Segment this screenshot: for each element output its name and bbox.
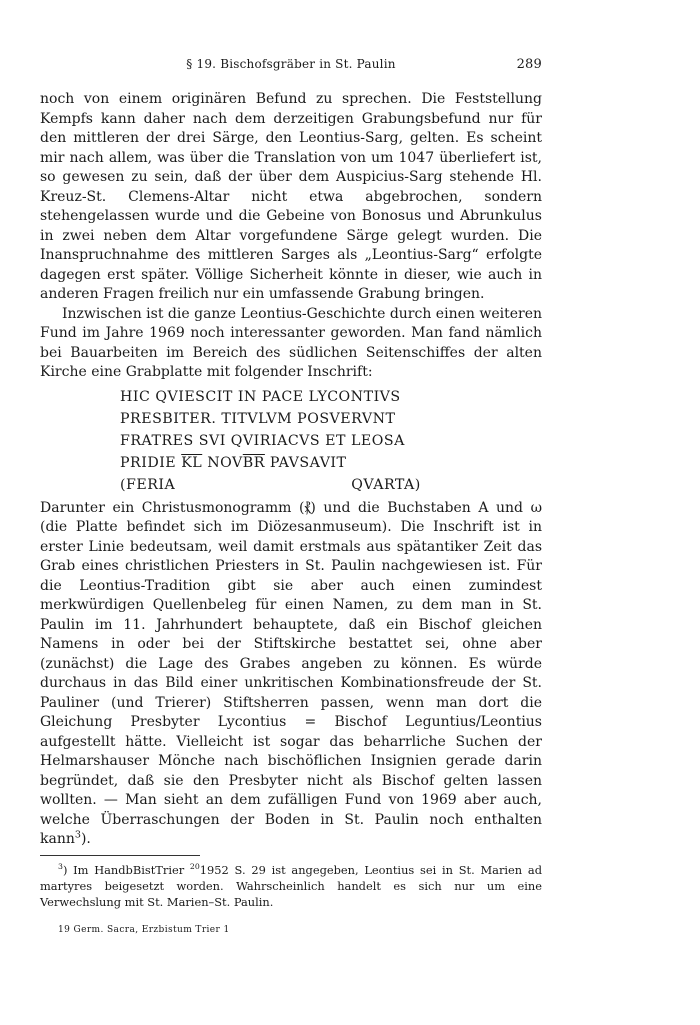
inscription-word-feria: (FERIA	[120, 476, 176, 493]
paragraph-1: noch von einem originären Befund zu sprechen. Die Feststellung Kempfs kann daher nach dem derzeitigen Grabungsbefund nur für den mittleren der drei Särge, den Leontius-Sarg, gelten. Es scheint mir nach allem, was über die Translation von um 1047 überliefert ist, so gewesen zu sein, daß der über dem Auspicius-Sarg stehende Hl. Kreuz-St. Clemens-Altar nicht etwa abgebrochen, sondern stehengelassen wurde und die Gebeine von Bonosus und Abrunkulus in zwei neben dem Altar vorgefundene Särge gelegt wurden. Die Inanspruchnahme des mittleren Sarges als „Leontius-Sarg“ erfolgte dagegen erst später. Völlige Sicherheit könnte in dieser, wie auch in anderen Fragen freilich nur ein umfassende Grabung bringen.	[40, 91, 542, 302]
main-text	[40, 90, 542, 850]
inscription-line-5	[120, 474, 542, 496]
edition-superscript: 20	[189, 862, 200, 872]
paragraph-3-end: ).	[80, 831, 91, 847]
inscription-word-pausavit: PAVSAVIT	[269, 454, 347, 471]
sheet-signature: 19 Germ. Sacra, Erzbistum Trier 1	[58, 925, 230, 935]
footnote-text-start: ) Im HandbBistTrier	[62, 863, 190, 877]
footnote-reference[interactable]: 3	[74, 829, 81, 841]
inscription-line-3: FRATRES SVI QVIRIACVS ET LEOSA	[120, 432, 405, 449]
inscription-line-1: HIC QVIESCIT IN PACE LYCONTIVS	[120, 388, 401, 405]
inscription-block	[120, 386, 542, 496]
paragraph-3-start: Darunter ein Christusmonogramm (	[40, 499, 305, 516]
running-head	[40, 57, 542, 73]
inscription-line-4	[120, 452, 542, 474]
inscription-abbrev-kl: $\overline{KL}$	[181, 454, 203, 471]
footnote-text-rest: 1952 S. 29 ist angegeben, Leontius sei in St. Marien ad martyres beigesetzt worden. Wahrscheinlich handelt es sich nur um eine Verwechslung mit St. Marien–St. Paulin.	[40, 863, 542, 909]
inscription-line-2: PRESBITER. TITVLVM POSVERVNT	[120, 410, 396, 427]
footnote-divider	[40, 855, 200, 856]
paragraph-2: Inzwischen ist die ganze Leontius-Geschichte durch einen weiteren Fund im Jahre 1969 noch interessanter geworden. Man fand nämlich bei Bauarbeiten im Bereich des südlichen Seitenschiffes der alten Kirche eine Grabplatte mit folgender Inschrift:	[40, 305, 542, 380]
paragraph-3-body: ) und die Buchstaben A und ω (die Platte befindet sich im Diözesanmuseum). Die Inschrift ist in erster Linie bedeutsam, weil damit erstmals aus spätantiker Zeit das Grab eines christlichen Priesters in St. Paulin nachgewiesen ist. Für die Leontius-Tradition gibt sie aber auch einen zumindest merkwürdigen Quellenbeleg für einen Namen, zu dem man in St. Paulin im 11. Jahrhundert behauptete, daß ein Bischof gleichen Namens in oder bei der Stiftskirche bestattet sei, ohne aber (zunächst) die Lage des Grabes angeben zu können. Es würde durchaus in das Bild einer unkritischen Kombinationsfreude der St. Pauliner (und Trierer) Stiftsherren passen, wenn man dort die Gleichung Presbyter Lycontius = Bischof Leguntius/Leontius aufgestellt hätte. Vielleicht ist sogar das beharrliche Suchen der Helmarshauser Mönche nach bischöflichen Insignien gerade darin begründet, daß sie den Presbyter nicht als Bischof gelten lassen wollten. — Man sieht an dem zufälligen Fund von 1969 aber auch, welche Überraschungen der Boden in St. Paulin noch enthalten kann	[40, 499, 542, 847]
inscription-abbrev-br: $\overline{BR}$	[242, 454, 265, 471]
inscription-word-nov: NOV	[207, 454, 243, 471]
inscription-word-pridie: PRIDIE	[120, 454, 177, 471]
page-number: 289	[516, 57, 542, 72]
inscription-word-quarta: QVARTA)	[351, 476, 421, 493]
footnote-marker: 3	[58, 862, 63, 872]
section-title: § 19. Bischofsgräber in St. Paulin	[186, 57, 396, 71]
paragraph-3	[40, 499, 542, 850]
footnote-3	[40, 862, 542, 910]
christogram-icon: ⳩	[304, 500, 311, 516]
